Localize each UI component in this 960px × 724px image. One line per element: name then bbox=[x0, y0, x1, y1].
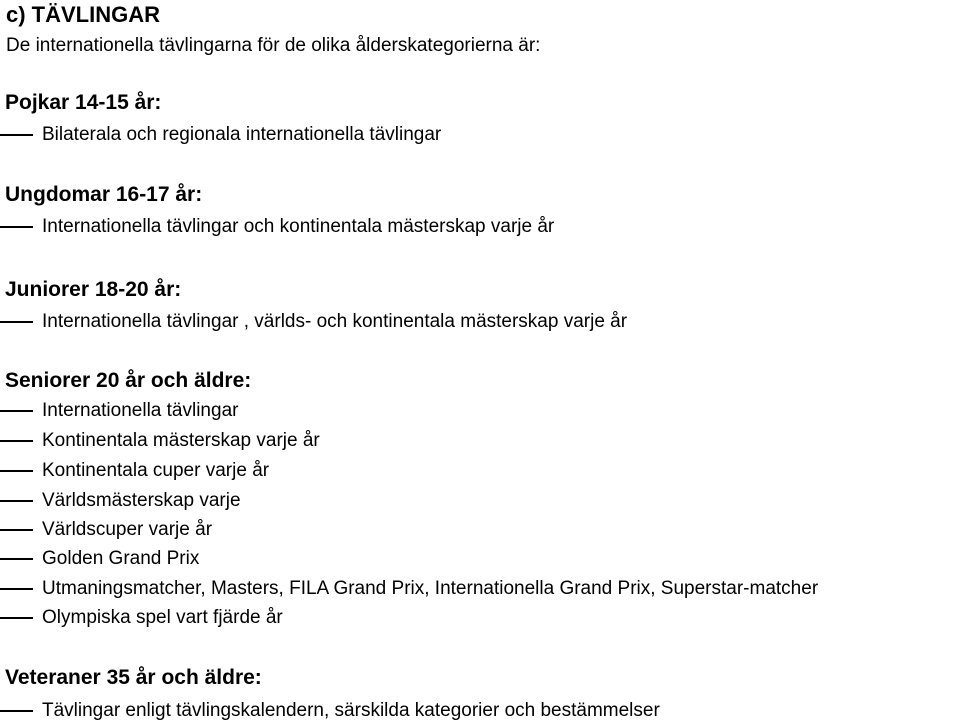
heading-ungdomar: Ungdomar 16-17 år: bbox=[5, 183, 203, 206]
heading-pojkar: Pojkar 14-15 år: bbox=[5, 91, 162, 114]
list-item-text: Internationella tävlingar , världs- och kontinentala mästerskap varje år bbox=[42, 311, 628, 332]
heading-juniorer: Juniorer 18-20 år: bbox=[5, 278, 182, 301]
list-item-text: Världscuper varje år bbox=[42, 519, 213, 540]
list-item-text: Kontinentala cuper varje år bbox=[42, 460, 270, 481]
list-item-text: Bilaterala och regionala internationella tävlingar bbox=[42, 124, 442, 145]
heading-veteraner: Veteraner 35 år och äldre: bbox=[5, 666, 262, 689]
dash-bullet bbox=[0, 529, 33, 531]
dash-bullet bbox=[0, 134, 33, 136]
list-item-text: Internationella tävlingar och kontinentala mästerskap varje år bbox=[42, 216, 555, 237]
list-item-text: Olympiska spel vart fjärde år bbox=[42, 607, 283, 628]
list-item-text: Världsmästerskap varje bbox=[42, 490, 241, 511]
list-item-text: Tävlingar enligt tävlingskalendern, särskilda kategorier och bestämmelser bbox=[42, 700, 660, 721]
dash-bullet bbox=[0, 226, 33, 228]
dash-bullet bbox=[0, 588, 33, 590]
dash-bullet bbox=[0, 617, 33, 619]
intro-text: De internationella tävlingarna för de olika ålderskategorierna är: bbox=[6, 35, 541, 56]
dash-bullet bbox=[0, 500, 33, 502]
dash-bullet bbox=[0, 558, 33, 560]
dash-bullet bbox=[0, 440, 33, 442]
dash-bullet bbox=[0, 321, 33, 323]
section-title: c) TÄVLINGAR bbox=[6, 2, 160, 27]
list-item-text: Internationella tävlingar bbox=[42, 400, 239, 421]
dash-bullet bbox=[0, 710, 33, 712]
heading-seniorer: Seniorer 20 år och äldre: bbox=[5, 369, 252, 392]
dash-bullet bbox=[0, 410, 33, 412]
list-item-text: Utmaningsmatcher, Masters, FILA Grand Prix, Internationella Grand Prix, Superstar-matcher bbox=[42, 578, 819, 599]
list-item-text: Golden Grand Prix bbox=[42, 548, 200, 569]
list-item-text: Kontinentala mästerskap varje år bbox=[42, 430, 320, 451]
dash-bullet bbox=[0, 470, 33, 472]
